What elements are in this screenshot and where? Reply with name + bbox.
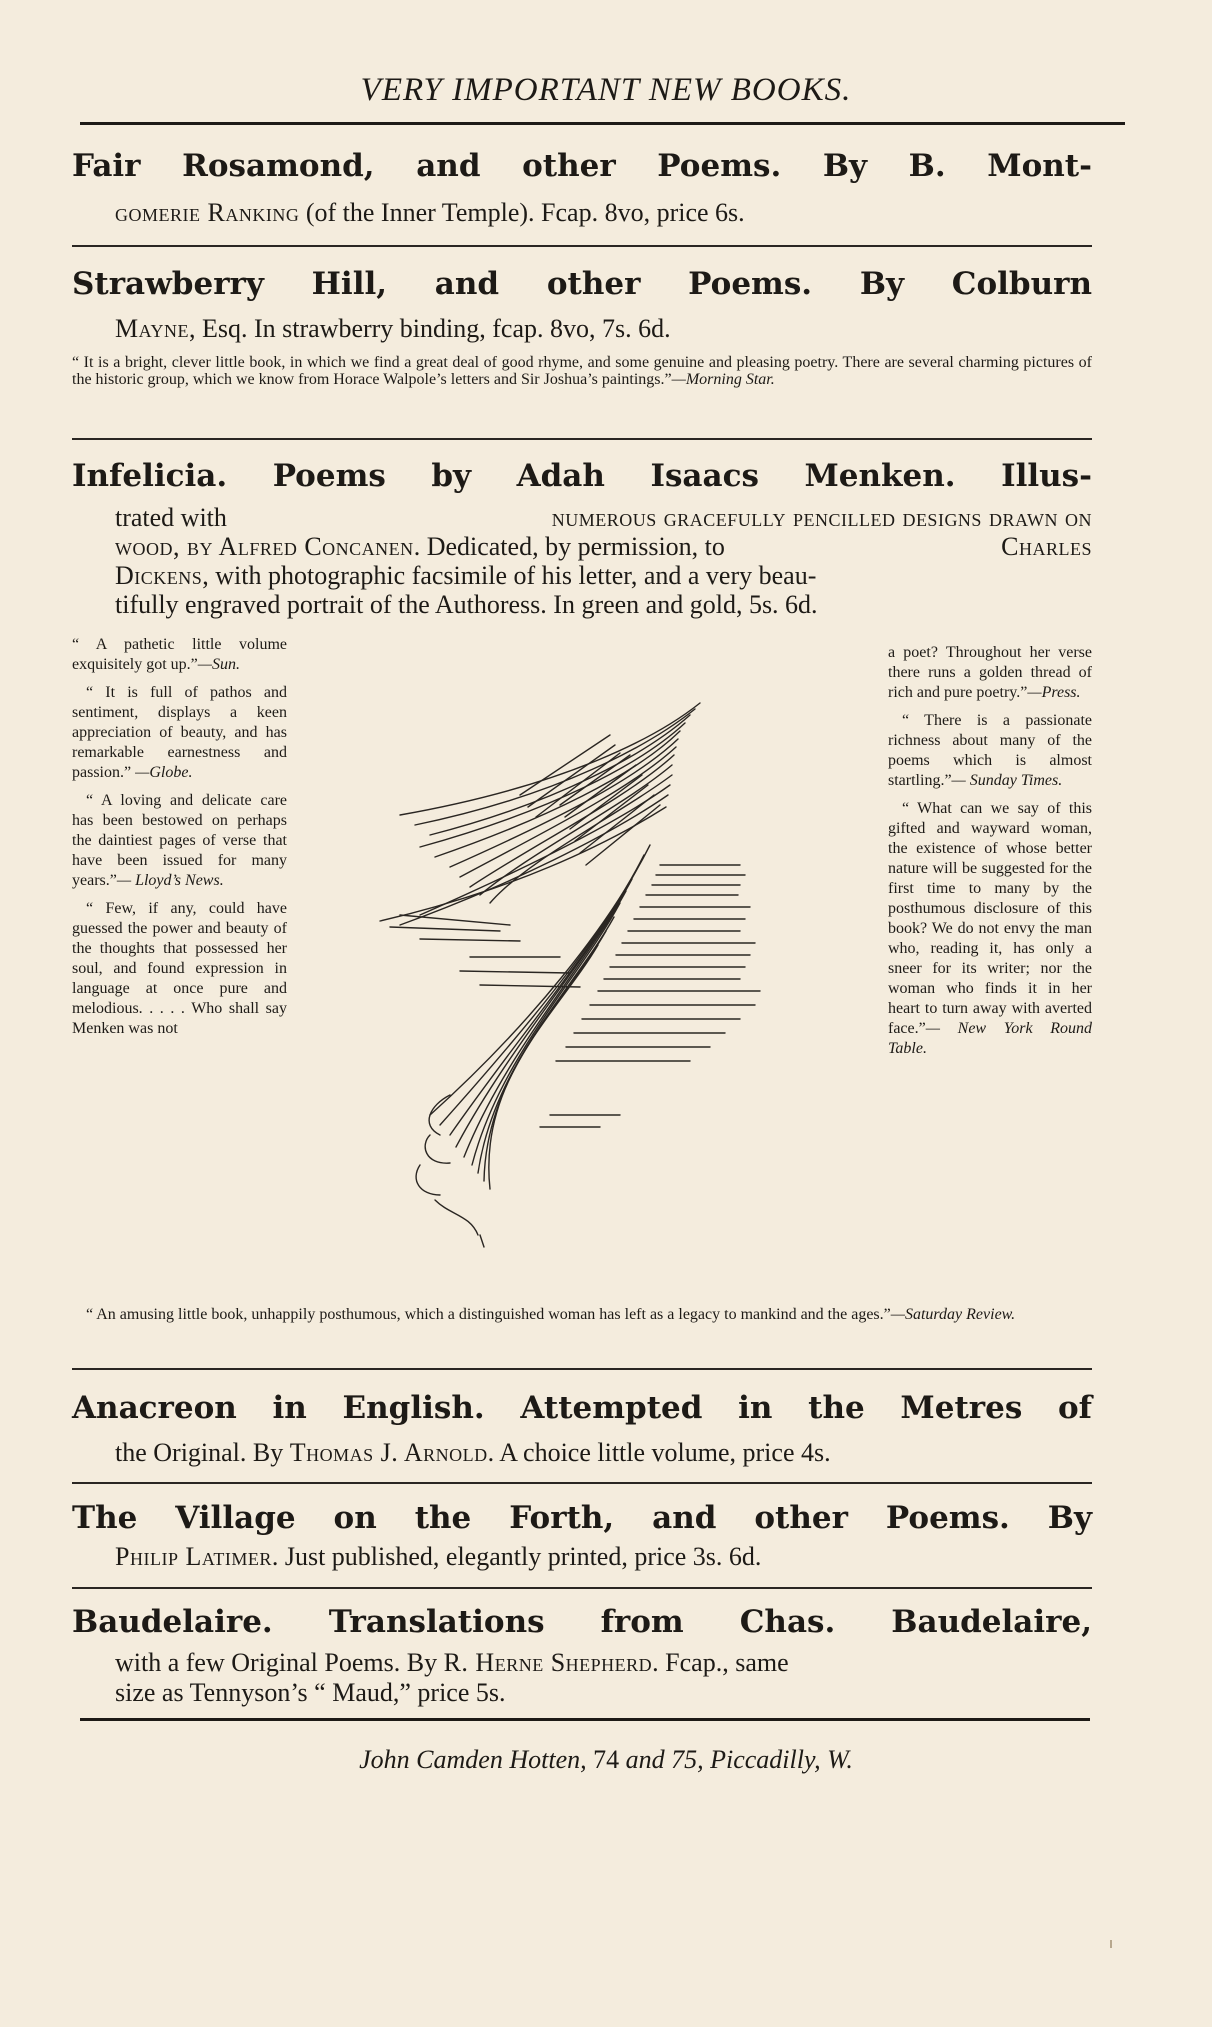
- illustration-note: numerous gracefully pencilled designs drawn on: [551, 503, 1092, 532]
- author-name: gomerie Ranking: [115, 198, 300, 227]
- quote-text: “ It is a bright, clever little book, in which we find a great deal of good rhyme, and some genuine and pleasing poetry. There are several charming pictures of the historic group, which we know from Horace Walpole’s letters and Sir Joshua’s paintings.”: [72, 354, 1092, 388]
- page-header: VERY IMPORTANT NEW BOOKS.: [360, 72, 852, 108]
- review-source: —Sun.: [197, 656, 240, 673]
- review-press: [888, 643, 1092, 703]
- section-rule: [72, 1482, 1092, 1484]
- review-sun: [72, 635, 287, 675]
- details-line: size as Tennyson’s “ Maud,” price 5s.: [115, 1678, 506, 1707]
- review-text: “ It is full of pathos and sentiment, displays a keen appreciation of beauty, and has remarkable earnestness and passion.”: [72, 684, 287, 781]
- book-details-infelicia: [115, 503, 1092, 619]
- wing-drawing-icon: [360, 695, 790, 1255]
- author-name: Mayne: [115, 314, 189, 343]
- review-source: —Saturday Review.: [890, 1306, 1016, 1323]
- details-fragment: , with photographic facsimile of his letter, and a very beau-: [202, 561, 817, 590]
- book-title-strawberry-hill: Strawberry Hill, and other Poems. By Colburn: [72, 266, 1092, 302]
- review-text: “ A loving and delicate care has been bestowed on perhaps the daintiest pages of verse that have been issued for many years.”: [72, 792, 287, 889]
- review-source: — Sunday Times.: [951, 772, 1063, 789]
- review-text: “ Few, if any, could have guessed the power and beauty of the thoughts that possessed her soul, and found expression in language at once pure and melodious. . . . . Who shall say Menken was not: [72, 900, 287, 1037]
- book-title-infelicia: Infelicia. Poems by Adah Isaacs Menken. Illus-: [72, 458, 1092, 494]
- review-lloyds: [72, 791, 287, 891]
- review-text: a poet? Throughout her verse there runs a golden thread of rich and pure poetry.”: [888, 644, 1092, 701]
- book-details-text: (of the Inner Temple). Fcap. 8vo, price 6s.: [299, 198, 745, 227]
- details-line: [115, 1648, 1092, 1678]
- book-details-text: . Fcap., same: [652, 1648, 789, 1677]
- section-rule: [72, 1587, 1092, 1589]
- footer-rule: [80, 1718, 1090, 1721]
- paper-mark: [1110, 1940, 1112, 1948]
- review-text: “ A pathetic little volume exquisitely got up.”: [72, 636, 287, 673]
- publisher-imprint: [0, 1745, 1212, 1775]
- details-line: [115, 532, 1092, 561]
- book-title-village-on-the-forth: The Village on the Forth, and other Poems. By: [72, 1500, 1092, 1536]
- details-fragment: . Dedicated, by permission, to: [413, 532, 732, 561]
- book-details-text: . Just published, elegantly printed, price 3s. 6d.: [271, 1542, 762, 1571]
- book-details-strawberry-hill: [115, 314, 1092, 344]
- review-globe: [72, 683, 287, 783]
- book-title-baudelaire: Baudelaire. Translations from Chas. Baudelaire,: [72, 1604, 1092, 1640]
- details-line: [115, 503, 1092, 532]
- book-details-text: the Original. By: [115, 1438, 290, 1467]
- illustrator-name: wood, by Alfred Concanen: [115, 532, 414, 561]
- book-title-fair-rosamond: Fair Rosamond, and other Poems. By B. Mont-: [72, 148, 1092, 184]
- book-details-village-on-the-forth: [115, 1542, 1092, 1572]
- author-name: Philip Latimer: [115, 1542, 272, 1571]
- infelicia-left-reviews: [72, 635, 287, 1047]
- infelicia-right-reviews: [888, 643, 1092, 1067]
- review-saturday-review: [72, 1305, 1092, 1325]
- book-details-anacreon: [115, 1438, 1092, 1468]
- review-source: — Lloyd’s News.: [116, 872, 224, 889]
- review-source: —Globe.: [135, 764, 193, 781]
- author-name: R. Herne Shepherd: [443, 1648, 653, 1677]
- review-source: — New York Round Table.: [888, 1020, 1092, 1057]
- publisher-name: John Camden Hotten,: [359, 1745, 587, 1774]
- address-street: 75, Piccadilly, W.: [664, 1745, 853, 1774]
- review-quote-strawberry-hill: [72, 354, 1092, 388]
- details-line: [115, 561, 1092, 590]
- book-details-text: with a few Original Poems. By: [115, 1648, 444, 1677]
- book-details-text: . A choice little volume, price 4s.: [487, 1438, 831, 1467]
- review-sunday-times: [888, 711, 1092, 791]
- review-continued: [72, 899, 287, 1039]
- quote-source: —Morning Star.: [671, 371, 775, 388]
- author-name: Thomas J. Arnold: [289, 1438, 488, 1467]
- book-details-text: , Esq. In strawberry binding, fcap. 8vo, 7s. 6d.: [188, 314, 671, 343]
- book-details-baudelaire: [115, 1648, 1092, 1708]
- review-source: —Press.: [1027, 684, 1081, 701]
- section-rule: [72, 1368, 1092, 1370]
- review-text: “ An amusing little book, unhappily posthumous, which a distinguished woman has left as a legacy to mankind and the ages.”: [86, 1306, 891, 1323]
- dedicatee-name: Charles: [1001, 532, 1092, 561]
- section-rule: [72, 245, 1092, 247]
- header-rule: [80, 122, 1125, 125]
- address-number: 74: [586, 1745, 626, 1774]
- details-line: tifully engraved portrait of the Authoress. In green and gold, 5s. 6d.: [115, 590, 818, 619]
- address-and: and: [625, 1745, 665, 1774]
- review-text: “ What can we say of this gifted and wayward woman, the existence of whose better nature will be suggested for the first time to many by the posthumous disclosure of this book? We do not envy the man who, reading it, has only a sneer for its writer; nor the woman who finds it in her heart to turn away with averted face.”: [888, 800, 1092, 1037]
- section-rule: [72, 438, 1092, 440]
- dedicatee-surname: Dickens: [115, 561, 203, 590]
- book-title-anacreon: Anacreon in English. Attempted in the Metres of: [72, 1390, 1092, 1426]
- book-details-fair-rosamond: [115, 198, 1092, 228]
- review-text: “ There is a passionate richness about many of the poems which is almost startling.”: [888, 712, 1092, 789]
- review-new-york-round-table: [888, 799, 1092, 1059]
- details-fragment: trated with: [115, 503, 234, 532]
